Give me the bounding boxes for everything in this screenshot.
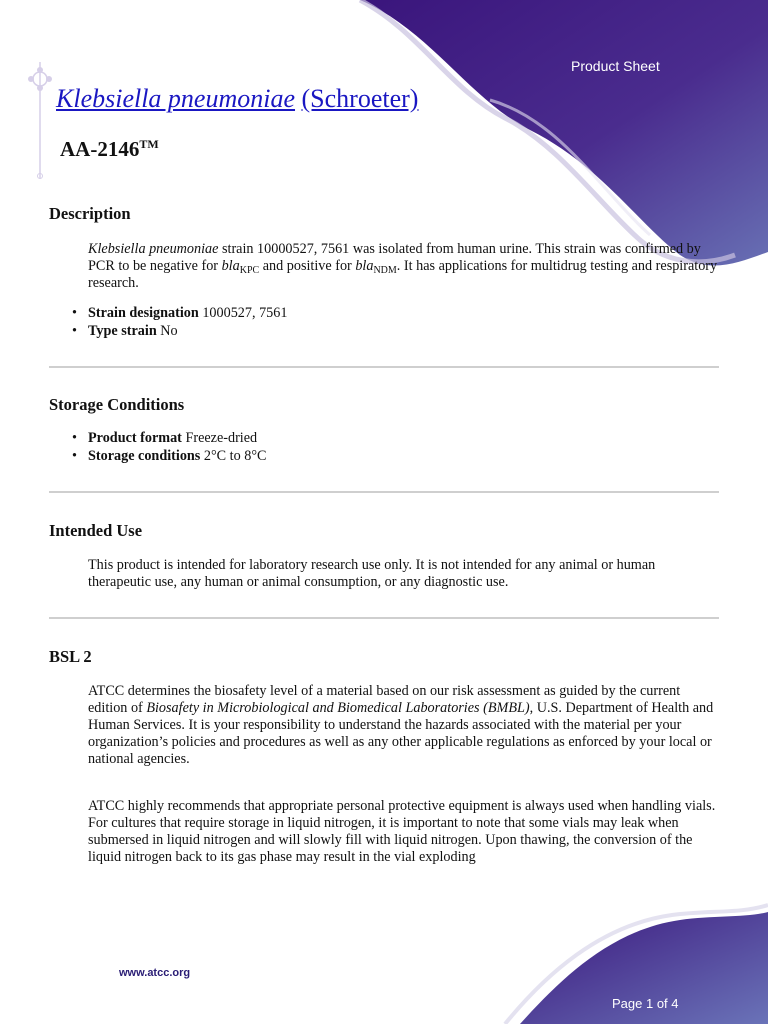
description-text-3: . It has applications for multidrug testing and respiratory research. [88, 258, 718, 291]
list-item: • Product format Freeze-dried [88, 430, 266, 448]
title-species[interactable]: Klebsiella pneumoniae [56, 84, 296, 113]
description-list [88, 305, 287, 340]
bsl-paragraph-1: ATCC determines the biosafety level of a material based on our risk assessment as guided by the current edition of Biosafety in Microbiological and Biomedical Laboratories (BMBL), U.S. Department of Health and Human Services. It is your responsibility to understand the hazards associated with the material per your organization’s policies and procedures as well as any other applicable regulations as enforced by your local or national agencies. [88, 683, 714, 767]
bmbl-title: Biosafety in Microbiological and Biomedical Laboratories (BMBL) [146, 700, 530, 716]
storage-list [88, 430, 266, 465]
catalog-number [60, 137, 159, 162]
page-number: Page 1 of 4 [612, 996, 679, 1011]
list-item: • Strain designation 1000527, 7561 [88, 305, 287, 323]
page-title[interactable] [56, 84, 418, 114]
catalog-number-text: AA-2146 [60, 137, 140, 161]
bsl-paragraph-2: ATCC highly recommends that appropriate personal protective equipment is always used when handling vials. For cultures that require storage in liquid nitrogen, it is important to note that some vials may leak when submersed in liquid nitrogen and will slowly fill with liquid nitrogen. Upon thawing, the conversion of the liquid nitrogen back to its gas phase may result in the vial exploding [88, 798, 716, 865]
intended-use-paragraph: This product is intended for laboratory research use only. It is not intended for any animal or human therapeutic use, any human or animal consumption, or any diagnostic use. [88, 557, 656, 590]
title-author[interactable]: (Schroeter) [301, 84, 419, 113]
bsl-heading: BSL 2 [49, 647, 92, 666]
description-paragraph [88, 241, 718, 292]
trademark-mark: TM [139, 137, 159, 151]
list-item: • Type strain No [88, 323, 287, 341]
species-italic: Klebsiella pneumoniae [88, 241, 219, 257]
gene-kpc-sub: KPC [239, 265, 260, 276]
intended-use-heading: Intended Use [49, 521, 143, 540]
gene-ndm-sub: NDM [373, 265, 397, 276]
product-sheet-label: Product Sheet [571, 58, 660, 74]
gene-bla-ndm: bla [355, 258, 374, 274]
gene-bla-kpc: bla [221, 258, 240, 274]
description-text-1: strain 10000527, 7561 was isolated from human urine. This strain was confirmed by PCR to be negative for [88, 241, 701, 274]
description-heading: Description [49, 204, 131, 223]
section-divider [49, 491, 719, 493]
list-item: • Storage conditions 2°C to 8°C [88, 448, 266, 466]
section-divider [49, 366, 719, 368]
description-text-2: and positive for [259, 258, 356, 274]
footer-website-link[interactable]: www.atcc.org [119, 967, 191, 979]
storage-heading: Storage Conditions [49, 395, 185, 414]
ornament-icon [28, 62, 52, 179]
section-divider [49, 617, 719, 619]
